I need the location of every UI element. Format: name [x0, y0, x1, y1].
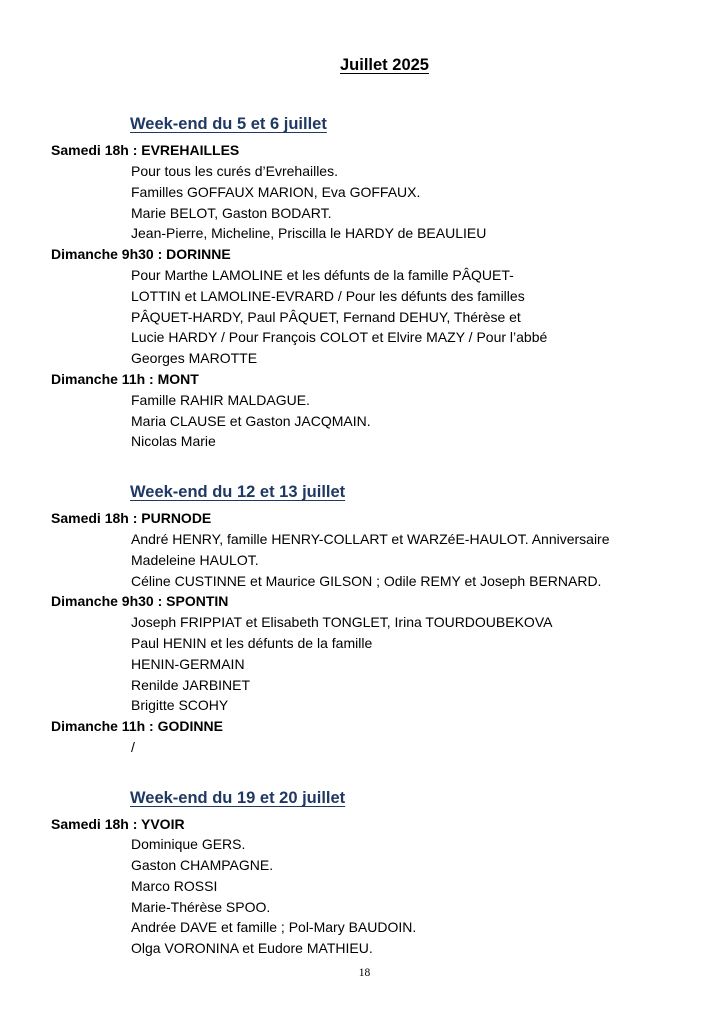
page-title: Juillet 2025 — [340, 56, 429, 74]
intention-line: Brigitte SCOHY — [131, 697, 229, 713]
intention-line: Dominique GERS. — [131, 836, 246, 852]
intention-line: Joseph FRIPPIAT et Elisabeth TONGLET, Irina TOURDOUBEKOVA — [131, 614, 553, 630]
intention-line: André HENRY, famille HENRY-COLLART et WARZéE-HAULOT. Anniversaire — [131, 531, 610, 547]
service-label: Dimanche 11h : MONT — [51, 371, 199, 387]
intention-line: Nicolas Marie — [131, 433, 216, 449]
intention-line: Famille RAHIR MALDAGUE. — [131, 392, 310, 408]
intention-line: Olga VORONINA et Eudore MATHIEU. — [131, 940, 373, 956]
intention-line: Jean-Pierre, Micheline, Priscilla le HARDY de BEAULIEU — [131, 225, 487, 241]
intention-line: / — [131, 739, 135, 755]
service-label: Samedi 18h : YVOIR — [51, 816, 185, 832]
intention-line: Pour Marthe LAMOLINE et les défunts de la famille PÂQUET- — [131, 267, 514, 283]
intention-line: HENIN-GERMAIN — [131, 656, 245, 672]
service-label: Dimanche 9h30 : SPONTIN — [51, 593, 229, 609]
intention-line: Pour tous les curés d’Evrehailles. — [131, 163, 338, 179]
page-number: 18 — [358, 967, 371, 979]
weekend-heading: Week-end du 19 et 20 juillet — [130, 789, 346, 807]
intention-line: PÂQUET-HARDY, Paul PÂQUET, Fernand DEHUY, Thérèse et — [131, 309, 521, 325]
intention-line: Renilde JARBINET — [131, 677, 251, 693]
service-label: Samedi 18h : PURNODE — [51, 510, 212, 526]
intention-line: Andrée DAVE et famille ; Pol-Mary BAUDOIN. — [131, 919, 417, 935]
intention-line: LOTTIN et LAMOLINE-EVRARD / Pour les défunts des familles — [131, 288, 525, 304]
service-label: Dimanche 9h30 : DORINNE — [51, 246, 231, 262]
weekend-heading: Week-end du 12 et 13 juillet — [130, 483, 346, 501]
weekend-heading: Week-end du 5 et 6 juillet — [130, 115, 327, 133]
intention-line: Paul HENIN et les défunts de la famille — [131, 635, 373, 651]
service-label: Samedi 18h : EVREHAILLES — [51, 142, 240, 158]
intention-line: Georges MAROTTE — [131, 350, 258, 366]
intention-line: Marie BELOT, Gaston BODART. — [131, 205, 332, 221]
intention-line: Céline CUSTINNE et Maurice GILSON ; Odile REMY et Joseph BERNARD. — [131, 573, 602, 589]
intention-line: Familles GOFFAUX MARION, Eva GOFFAUX. — [131, 184, 421, 200]
intention-line: Marie-Thérèse SPOO. — [131, 899, 271, 915]
intention-line: Marco ROSSI — [131, 878, 218, 894]
intention-line: Gaston CHAMPAGNE. — [131, 857, 274, 873]
intention-line: Lucie HARDY / Pour François COLOT et Elvire MAZY / Pour l’abbé — [131, 329, 548, 345]
intention-line: Madeleine HAULOT. — [131, 552, 259, 568]
service-label: Dimanche 11h : GODINNE — [51, 718, 223, 734]
intention-line: Maria CLAUSE et Gaston JACQMAIN. — [131, 413, 371, 429]
